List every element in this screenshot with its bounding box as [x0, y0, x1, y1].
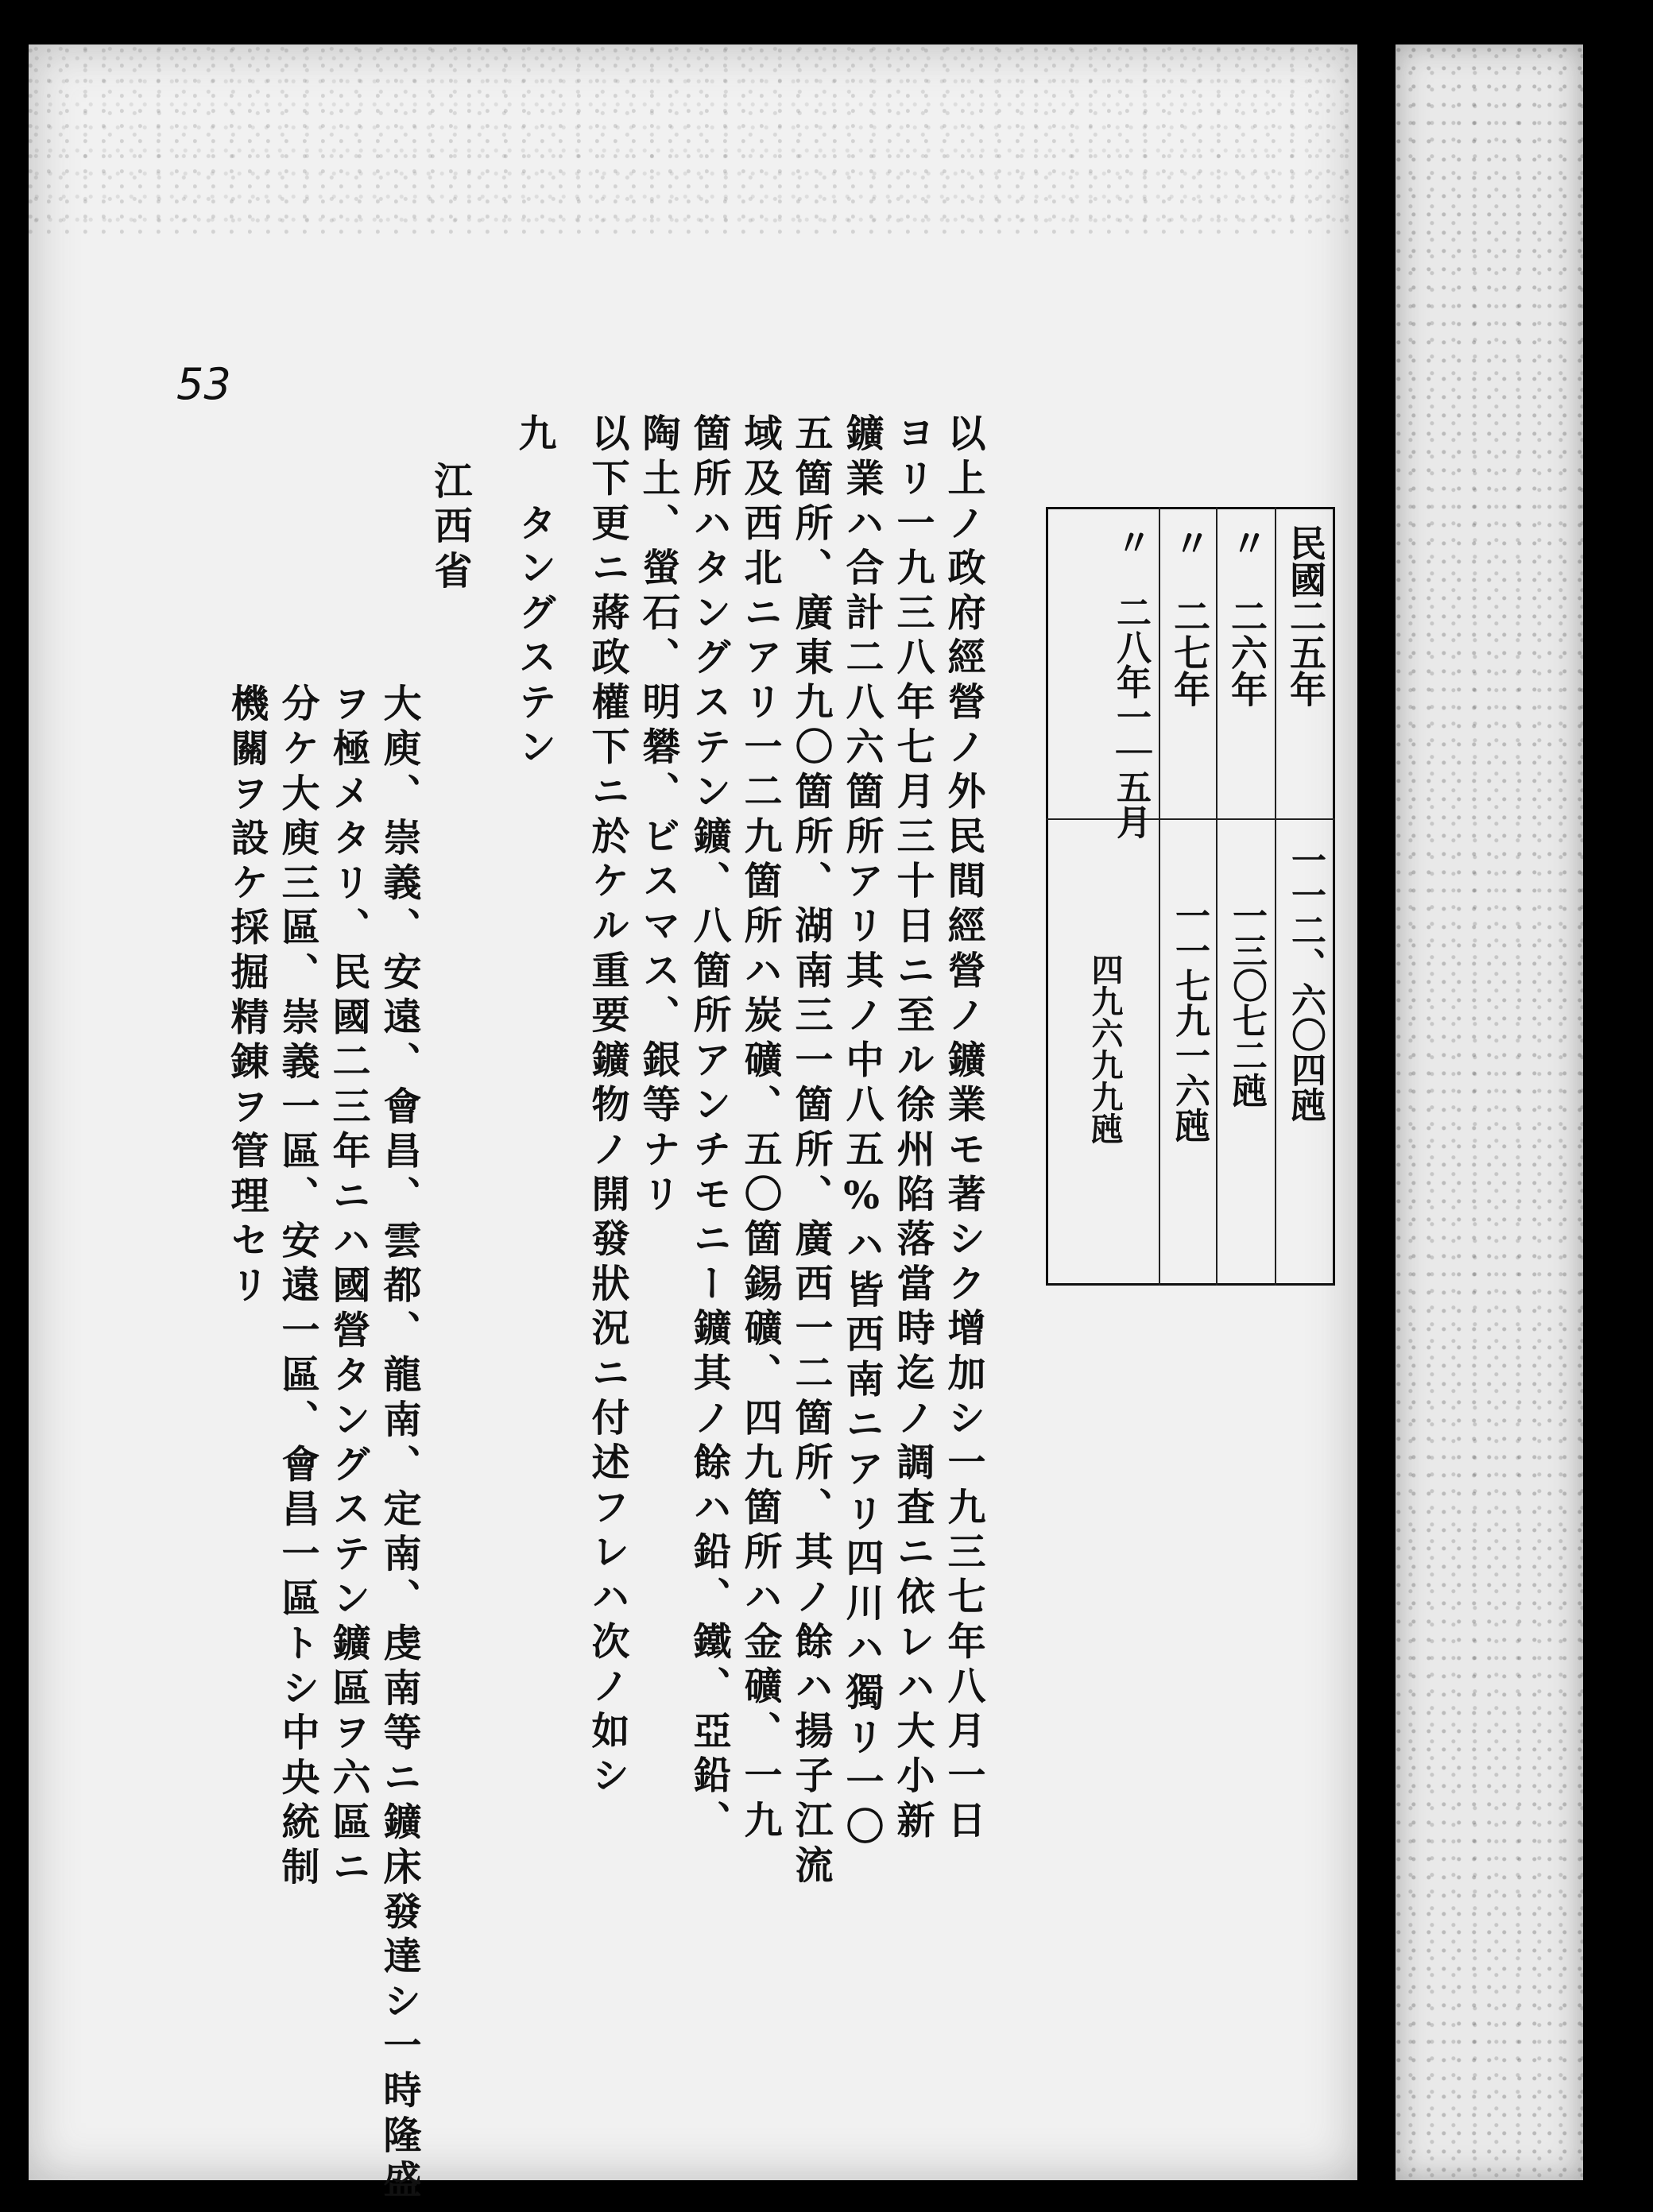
- adjacent-page-edge: [1396, 44, 1583, 2180]
- table-column-divider: [1216, 507, 1217, 1286]
- table-row-value: 一三〇七二瓲: [1226, 898, 1267, 1108]
- body-text-column: 箇所ハタングステン鑛、八箇所アンチモニー鑛其ノ餘ハ鉛、鐵、亞鉛、: [687, 413, 731, 1845]
- body-text-column: 鑛業ハ合計二八六箇所アリ其ノ中八五%ハ皆西南ニアリ四川ハ獨リ一〇: [839, 413, 884, 1851]
- body-text-column: 五箇所、廣東九〇箇所、湖南三一箇所、廣西一二箇所、其ノ餘ハ揚子江流: [788, 413, 833, 1889]
- section-text-column: 大庾、崇義、安遠、會昌、雲都、龍南、定南、虔南等ニ鑛床發達シ一時隆盛: [377, 683, 421, 2205]
- section-text-column: ヲ極メタリ、民國二三年ニハ國營タングステン鑛區ヲ六區ニ: [326, 683, 370, 1892]
- page-number: 53: [176, 359, 231, 409]
- page-binding-shadow: [1357, 44, 1396, 2180]
- table-row-value: 四九六九九瓲: [1086, 953, 1124, 1144]
- section-text-column: 機關ヲ設ケ採掘精錬ヲ管理セリ: [224, 683, 269, 1310]
- subsection-heading: 江西省: [428, 461, 472, 595]
- body-text-column: 陶土、螢石、明礬、ビスマス、銀等ナリ: [636, 413, 680, 1219]
- scan-noise: [29, 44, 1357, 235]
- table-row-period: 〃 二八年一｜五月: [1110, 524, 1151, 839]
- table-row-period: 〃 二七年: [1168, 524, 1211, 707]
- table-column-divider: [1159, 507, 1160, 1286]
- body-text-column: 以下更ニ蔣政權下ニ於ケル重要鑛物ノ開發狀況ニ付述フレハ次ノ如シ: [585, 413, 629, 1800]
- section-text-column: 分ケ大庾三區、崇義一區、安遠一區、會昌一區トシ中央統制: [275, 683, 319, 1892]
- table-row-value: 一一二、六〇四瓲: [1285, 842, 1326, 1122]
- table-row-period: 民國二五年: [1284, 524, 1327, 707]
- table-row-value: 一一七九一六瓲: [1169, 898, 1210, 1143]
- body-text-column: 以上ノ政府經營ノ外民間經營ノ鑛業モ著シク增加シ一九三七年八月一日: [941, 413, 985, 1845]
- section-heading: 九 タングステン: [512, 413, 556, 771]
- table-row-period: 〃 二六年: [1225, 524, 1268, 707]
- body-text-column: 域及西北ニアリ一二九箇所ハ炭礦、五〇箇錫礦、四九箇所ハ金礦、一九: [737, 413, 782, 1845]
- table-column-divider: [1275, 507, 1276, 1286]
- body-text-column: ヨリ一九三八年七月三十日ニ至ル徐州陷落當時迄ノ調査ニ依レハ大小新: [890, 413, 935, 1845]
